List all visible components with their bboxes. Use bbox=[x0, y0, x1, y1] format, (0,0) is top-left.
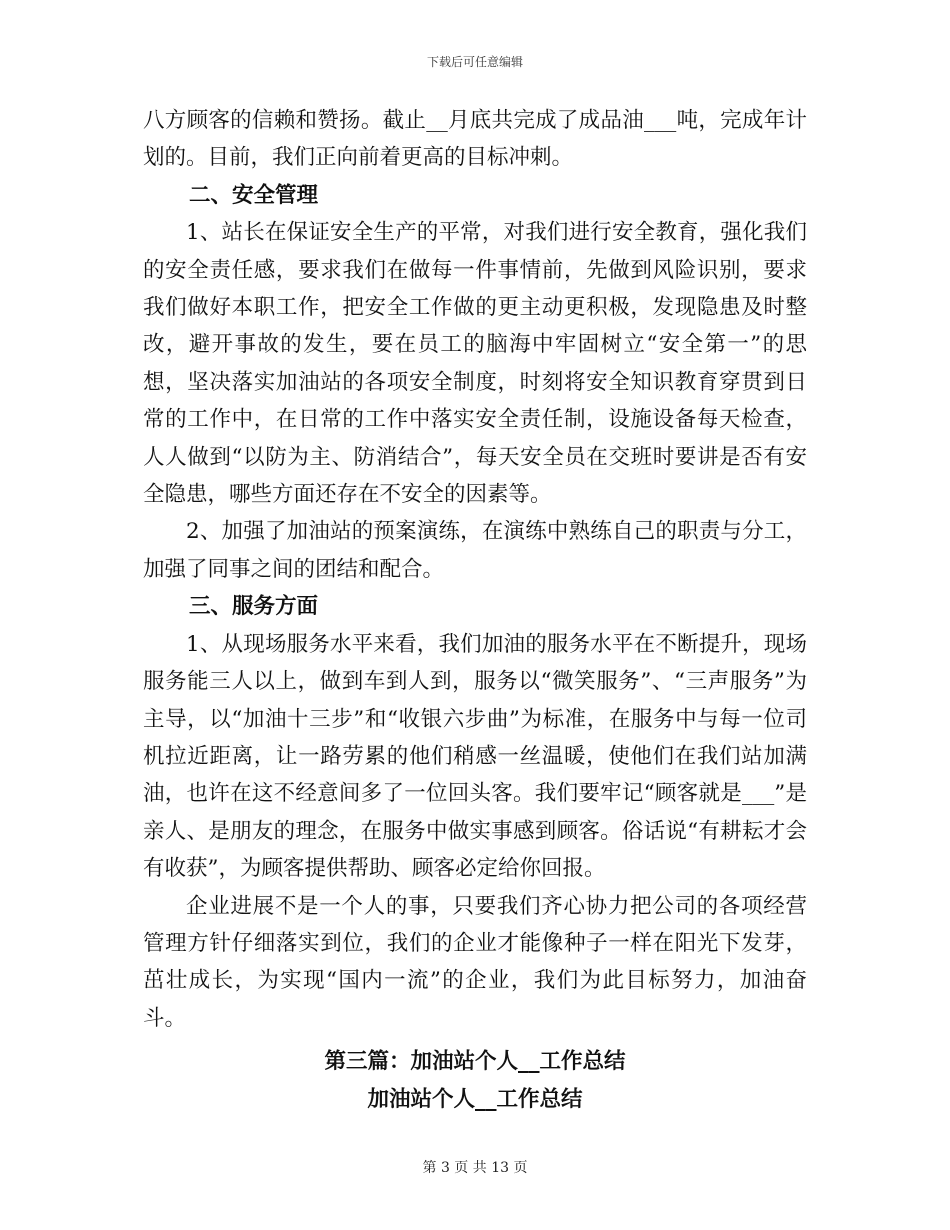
chapter-subtitle: 加油站个人__工作总结 bbox=[367, 1086, 583, 1112]
section-heading-safety: 二、安全管理 bbox=[189, 182, 319, 208]
paragraph-safety-2: 2、加强了加油站的预案演练，在演练中熟练自己的职责与分工，加强了同事之间的团结和配合。 bbox=[143, 519, 807, 582]
page-number-footer: 第 3 页 共 13 页 bbox=[422, 1160, 528, 1176]
paragraph-continuation: 八方顾客的信赖和赞扬。截止__月底共完成了成品油___吨，完成年计划的。目前，我们正向前着更高的目标冲刺。 bbox=[143, 108, 807, 171]
paragraph-conclusion: 企业进展不是一个人的事，只要我们齐心协力把公司的各项经营管理方针仔细落实到位，我们的企业才能像种子一样在阳光下发芽，茁壮成长，为实现“国内一流”的企业，我们为此目标努力，加油奋斗。 bbox=[143, 893, 807, 1031]
section-heading-service: 三、服务方面 bbox=[189, 594, 319, 620]
paragraph-safety-1: 1、站长在保证安全生产的平常，对我们进行安全教育，强化我们的安全责任感，要求我们在做每一件事情前，先做到风险识别，要求我们做好本职工作，把安全工作做的更主动更积极，发现隐患及时整改，避开事故的发生，要在员工的脑海中牢固树立“安全第一”的思想，坚决落实加油站的各项安全制度，时刻将安全知识教育穿贯到日常的工作中，在日常的工作中落实安全责任制，设施设备每天检查，人人做到“以防为主、防消结合”，每天安全员在交班时要讲是否有安全隐患，哪些方面还存在不安全的因素等。 bbox=[143, 220, 807, 508]
page-header-note: 下载后可任意编辑 bbox=[426, 55, 523, 69]
paragraph-service-1: 1、从现场服务水平来看，我们加油的服务水平在不断提升，现场服务能三人以上，做到车到人到，服务以“微笑服务”、“三声服务”为主导，以“加油十三步”和“收银六步曲”为标准，在服务中与每一位司机拉近距离，让一路劳累的他们稍感一丝温暖，使他们在我们站加满油，也许在这不经意间多了一位回头客。我们要牢记“顾客就是___”是亲人、是朋友的理念，在服务中做实事感到顾客。俗话说“有耕耘才会有收获”，为顾客提供帮助、顾客必定给你回报。 bbox=[143, 631, 807, 882]
chapter-title: 第三篇：加油站个人__工作总结 bbox=[324, 1049, 626, 1075]
document-body bbox=[143, 102, 807, 1118]
